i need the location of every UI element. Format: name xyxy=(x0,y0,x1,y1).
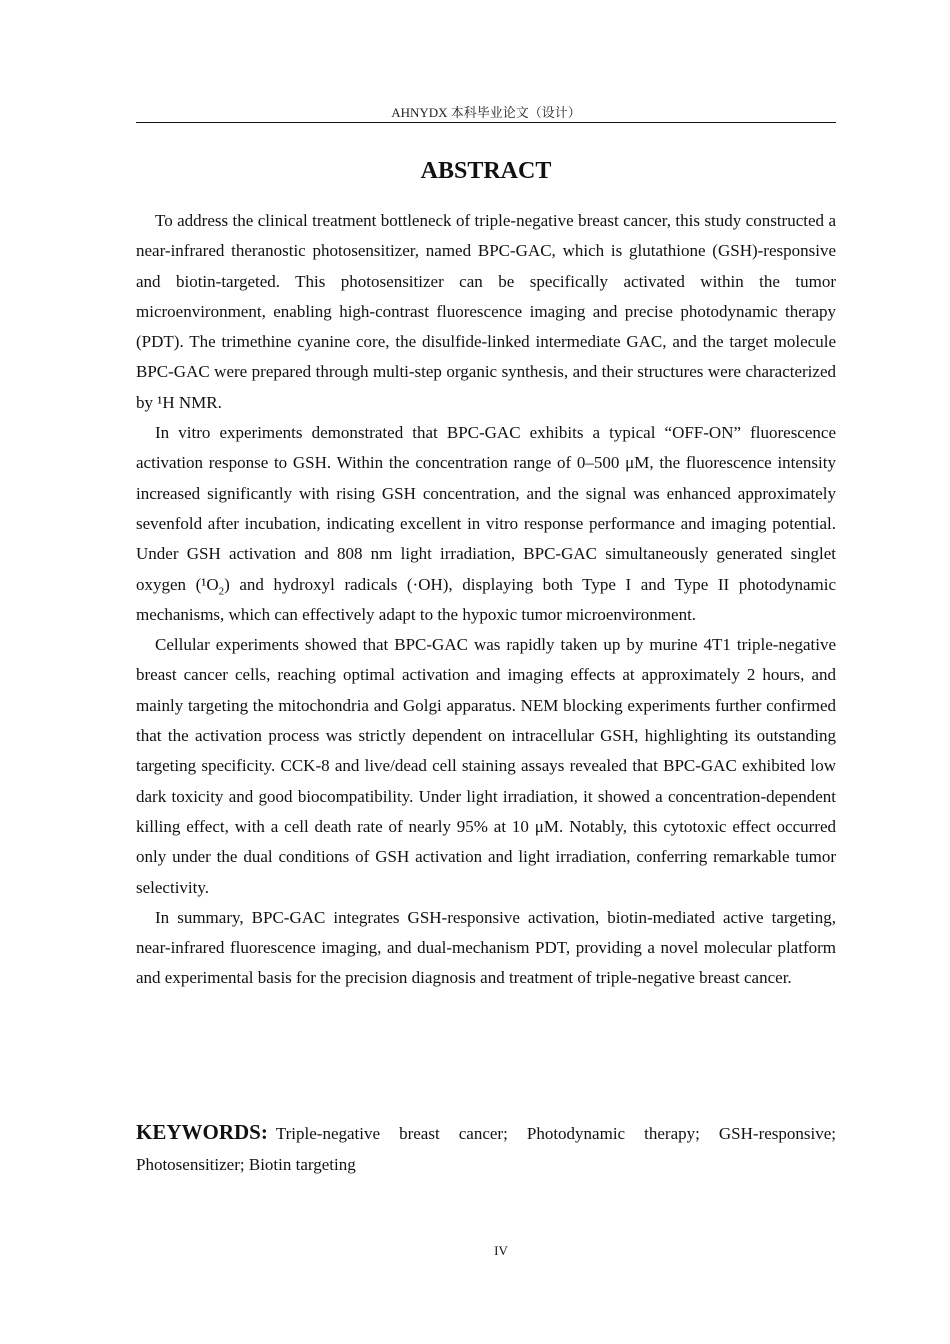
abstract-body xyxy=(136,206,836,994)
abstract-paragraph-2 xyxy=(136,418,836,630)
keywords-list: Triple-negative breast cancer; Photodynamic therapy; GSH-responsive; Photosensitizer; Biotin targeting xyxy=(136,1124,836,1174)
paragraph-2-text-before: In vitro experiments demonstrated that BPC-GAC exhibits a typical “OFF-ON” fluorescence activation response to GSH. Within the concentration range of 0–500 μM, the fluorescence intensity increased significantly with rising GSH concentration, and the signal was enhanced approximately sevenfold after incubation, indicating excellent in vitro response performance and imaging potential. Under GSH activation and 808 nm light irradiation, BPC-GAC simultaneously generated singlet oxygen (¹O xyxy=(136,423,836,594)
abstract-paragraph-3: Cellular experiments showed that BPC-GAC was rapidly taken up by murine 4T1 triple-negative breast cancer cells, reaching optimal activation and imaging effects at approximately 2 hours, and mainly targeting the mitochondria and Golgi apparatus. NEM blocking experiments further confirmed that the activation process was strictly dependent on intracellular GSH, highlighting its outstanding targeting specificity. CCK-8 and live/dead cell staining assays revealed that BPC-GAC exhibited low dark toxicity and good biocompatibility. Under light irradiation, it showed a concentration-dependent killing effect, with a cell death rate of nearly 95% at 10 μM. Notably, this cytotoxic effect occurred only under the dual conditions of GSH activation and light irradiation, conferring remarkable tumor selectivity. xyxy=(136,635,836,897)
abstract-title: ABSTRACT xyxy=(420,158,552,184)
page-header: AHNYDX 本科毕业论文（设计） xyxy=(391,105,581,120)
oxygen-subscript: 2 xyxy=(218,584,225,597)
abstract-paragraph-4: In summary, BPC-GAC integrates GSH-responsive activation, biotin-mediated active targeting, near-infrared fluorescence imaging, and dual-mechanism PDT, providing a novel molecular platform and experimental basis for the precision diagnosis and treatment of triple-negative breast cancer. xyxy=(136,907,836,988)
header-rule xyxy=(136,122,836,123)
keywords xyxy=(136,1117,836,1180)
keywords-label: KEYWORDS: xyxy=(136,1120,268,1144)
abstract-paragraph-1: To address the clinical treatment bottleneck of triple-negative breast cancer, this study constructed a near-infrared theranostic photosensitizer, named BPC-GAC, which is glutathione (GSH)-responsive and biotin-targeted. This photosensitizer can be specifically activated within the tumor microenvironment, enabling high-contrast fluorescence imaging and precise photodynamic therapy (PDT). The trimethine cyanine core, the disulfide-linked intermediate GAC, and the target molecule BPC-GAC were prepared through multi-step organic synthesis, and their structures were characterized by ¹H NMR. xyxy=(136,211,836,412)
page-number: IV xyxy=(494,1243,508,1258)
paragraph-2-text-after: ) and hydroxyl radicals (·OH), displaying both Type I and Type II photodynamic mechanisms, which can effectively adapt to the hypoxic tumor microenvironment. xyxy=(136,574,836,624)
